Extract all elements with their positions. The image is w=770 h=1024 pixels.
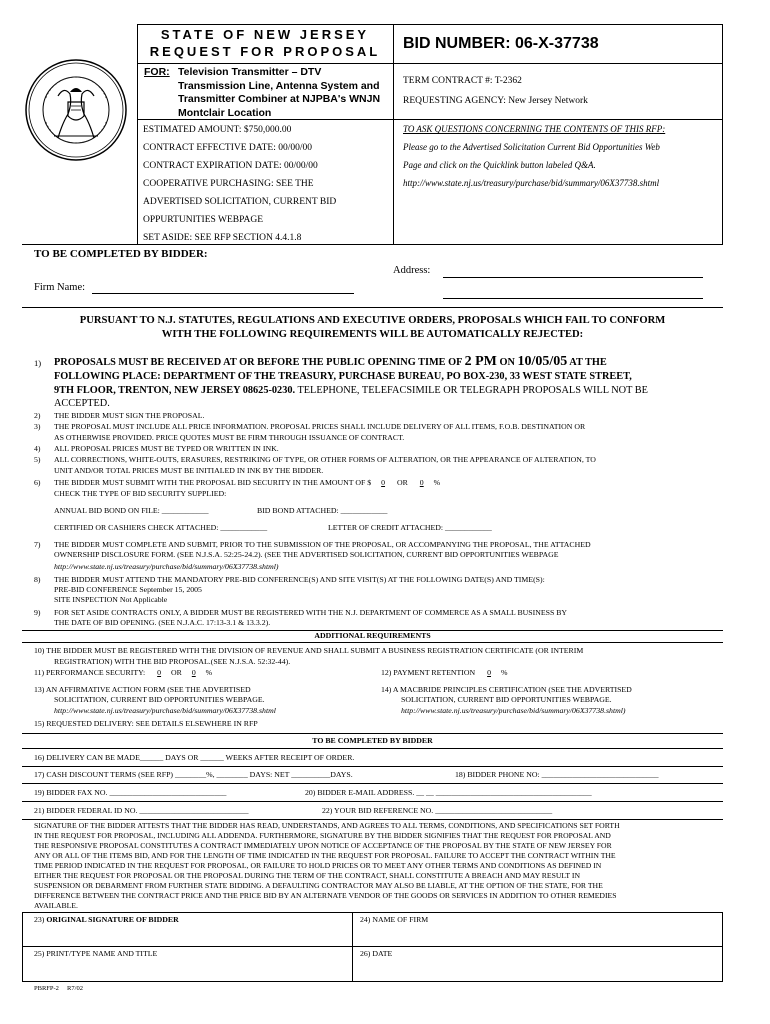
req14-url[interactable]: http://www.state.nj.us/treasury/purchase/bid/summary/06X37738.shtml)	[401, 706, 626, 715]
coop-line-3: OPPURTUNITIES WEBPAGE	[143, 215, 264, 225]
state-title: STATE OF NEW JERSEY	[160, 27, 370, 42]
firm-name-field[interactable]	[92, 292, 354, 294]
delivery-field[interactable]: 16) DELIVERY CAN BE MADE______ DAYS OR ______ WEEKS AFTER RECEIPT OF ORDER.	[34, 753, 355, 762]
bid-reference-field[interactable]: 22) YOUR BID REFERENCE NO. ______________________________	[322, 806, 553, 815]
print-name-title-cell[interactable]: 25) PRINT/TYPE NAME AND TITLE	[34, 949, 158, 958]
req13: 13) AN AFFIRMATIVE ACTION FORM (SEE THE ADVERTISED SOLICITATION, CURRENT BID OPPORTUNITIES WEBPAGE. http://www.state.nj.us/treasury/purchase/bid/summary/06X37738.shtml	[34, 685, 276, 715]
req1-at: AT THE	[569, 357, 607, 368]
req9: 9) FOR SET ASIDE CONTRACTS ONLY, A BIDDER MUST BE REGISTERED WITH THE N.J. DEPARTMENT OF COMMERCE AS A SMALL BUSINESS BY THE DATE OF BID OPENING. (SEE N.J.A.C. 17:13-3.1 & 13.3.2).	[34, 608, 568, 627]
coop-line-2: ADVERTISED SOLICITATION, CURRENT BID	[143, 197, 337, 207]
req1-line-1	[54, 354, 607, 370]
req1-line-3-normal: TELEPHONE, TELEFACSIMILE OR TELEGRAPH PROPOSALS WILL NOT BE	[297, 385, 648, 396]
expiration-date: CONTRACT EXPIRATION DATE: 00/00/00	[143, 161, 318, 171]
req7-url[interactable]: http://www.state.nj.us/treasury/purchase/bid/summary/06X37738.shtml)	[54, 562, 279, 571]
coop-line-1: COOPERATIVE PURCHASING: SEE THE	[143, 179, 314, 189]
signature-attestation: SIGNATURE OF THE BIDDER ATTESTS THAT THE BIDDER HAS READ, UNDERSTANDS, AND AGREES TO ALL TERMS, CONDITIONS, AND SPECIFICATIONS SET FORTH IN THE REQUEST FOR PROPOSAL, INCLUDING ALL ADDENDA. FURTHERMORE, SIGNATURE BY THE BIDDER SIGNIFIES THAT THE REQUEST FOR PROPOSAL AND THE RESPONSIVE PROPOSAL CONSTITUTES A CONTRACT IMMEDIATELY UPON NOTICE OF ACCEPTANCE OF THE PROPOSAL BY THE STATE OF NEW JERSEY FOR ANY OR ALL OF THE ITEMS BID, AND FOR THE LENGTH OF TIME INDICATED IN THE REQUEST FOR PROPOSAL. FAILURE TO ACCEPT THE CONTRACT WITHIN THE TIME PERIOD INDICATED IN THE REQUEST FOR PROPOSAL, OR FAILURE TO HOLD PRICES OR TO MEET ANY OTHER TERMS AND CONDITIONS AS DEFINED IN EITHER THE REQUEST FOR PROPOSAL OR THE PROPOSAL DURING THE TERM OF THE CONTRACT, SHALL CONSTITUTE A BREACH AND MAY RESULT IN SUSPENSION OR DEBARMENT FROM FURTHER STATE BIDDING. A DEFAULTING CONTRACTOR MAY ALSO BE LIABLE, AT THE OPTION OF THE STATE, FOR THE DIFFERENCE BETWEEN THE CONTRACT PRICE AND THE PRICE BID BY AN ALTERNATE VENDOR OF THE GOODS OR SERVICES IN ADDITION TO OTHER REMEDIES AVAILABLE.	[34, 821, 620, 910]
req10-line-2: REGISTRATION) WITH THE BID PROPOSAL.(SEE N.J.S.A. 52:32-44).	[54, 657, 291, 666]
req1-line-4: ACCEPTED.	[54, 398, 110, 409]
req1-line-3-bold: 9TH FLOOR, TRENTON, NEW JERSEY 08625-0230.	[54, 385, 296, 396]
questions-line-1: Please go to the Advertised Solicitation Current Bid Opportunities Web	[403, 142, 660, 152]
firm-name-label: Firm Name:	[34, 282, 86, 293]
state-seal	[24, 58, 128, 162]
term-contract: TERM CONTRACT #: T-2362	[403, 76, 522, 86]
estimated-amount: ESTIMATED AMOUNT: $750,000.00	[143, 125, 292, 135]
req1-time: 2 PM	[464, 354, 497, 369]
address-field-1[interactable]	[443, 276, 703, 278]
effective-date: CONTRACT EFFECTIVE DATE: 00/00/00	[143, 143, 312, 153]
name-of-firm-cell[interactable]: 24) NAME OF FIRM	[360, 915, 429, 924]
bidder-section-title: TO BE COMPLETED BY BIDDER:	[34, 248, 208, 260]
bid-bond-attached[interactable]: BID BOND ATTACHED: ____________	[257, 506, 388, 515]
req1-num: 1)	[34, 358, 42, 368]
bid-number: BID NUMBER: 06-X-37738	[403, 35, 599, 52]
req-item: 4) ALL PROPOSAL PRICES MUST BE TYPED OR WRITTEN IN INK.	[34, 444, 279, 453]
req11: 11) PERFORMANCE SECURITY: 0 OR 0 %	[34, 668, 213, 677]
req15: 15) REQUESTED DELIVERY: SEE DETAILS ELSEWHERE IN RFP	[34, 719, 258, 728]
bidder-fax-field[interactable]: 19) BIDDER FAX NO. ______________________________	[34, 788, 227, 797]
questions-line-2: Page and click on the Quicklink button labeled Q&A.	[403, 160, 596, 170]
req13-url[interactable]: http://www.state.nj.us/treasury/purchase/bid/summary/06X37738.shtml	[54, 706, 276, 715]
req-item: 3) THE PROPOSAL MUST INCLUDE ALL PRICE INFORMATION. PROPOSAL PRICES SHALL INCLUDE DELIVERY OF ALL ITEMS, F.O.B. DESTINATION OR	[34, 422, 586, 431]
bidder-email-field[interactable]: 20) BIDDER E-MAIL ADDRESS. __ __ ________________________________________	[305, 788, 592, 797]
rfp-title: REQUEST FOR PROPOSAL	[149, 44, 381, 59]
req-item: 2) THE BIDDER MUST SIGN THE PROPOSAL.	[34, 411, 205, 420]
req1-line-3	[54, 385, 648, 396]
req-list	[34, 411, 734, 477]
complete-by-bidder-title: TO BE COMPLETED BY BIDDER	[312, 736, 433, 745]
req8: 8) THE BIDDER MUST ATTEND THE MANDATORY PRE-BID CONFERENCE(S) AND SITE VISIT(S) AT THE FOLLOWING DATE(S) AND TIME(S): PRE-BID CONFERENCE September 15, 2005 SITE INSPECTION Not Applicable	[34, 575, 545, 604]
federal-id-field[interactable]: 21) BIDDER FEDERAL ID NO. ____________________________	[34, 806, 249, 815]
req14: 14) A MACBRIDE PRINCIPLES CERTIFICATION (SEE THE ADVERTISED SOLICITATION, CURRENT BID OPPORTUNITIES WEBPAGE. http://www.state.nj.us/treasury/purchase/bid/summary/06X37738.shtml)	[381, 685, 632, 715]
annual-bid-bond[interactable]: ANNUAL BID BOND ON FILE: ____________	[54, 506, 209, 515]
req-item: 5) ALL CORRECTIONS, WHITE-OUTS, ERASURES, RESTRIKING OF TYPE, OR OTHER FORMS OF ALTERATION, OR THE APPEARANCE OF ALTERATION, TO	[34, 455, 596, 464]
req1-text-a: PROPOSALS MUST BE RECEIVED AT OR BEFORE THE PUBLIC OPENING TIME OF	[54, 357, 463, 368]
questions-url[interactable]: http://www.state.nj.us/treasury/purchase/bid/summary/06X37738.shtml	[403, 178, 660, 188]
req6-line-1: 6) THE BIDDER MUST SUBMIT WITH THE PROPOSAL BID SECURITY IN THE AMOUNT OF $ 0 OR 0 %	[34, 478, 441, 487]
for-description: Television Transmitter – DTV Transmission Line, Antenna System and Transmitter Combiner at NJPBA's WNJN Montclair Location	[178, 66, 381, 119]
bid-security-amount: 0	[381, 478, 386, 487]
letter-of-credit-attached[interactable]: LETTER OF CREDIT ATTACHED: ____________	[328, 523, 492, 532]
set-aside: SET ASIDE: SEE RFP SECTION 4.4.1.8	[143, 233, 302, 243]
bid-security-pct: 0	[419, 478, 424, 487]
pursuant-line-2: WITH THE FOLLOWING REQUIREMENTS WILL BE AUTOMATICALLY REJECTED:	[161, 329, 584, 340]
req6-line-2: CHECK THE TYPE OF BID SECURITY SUPPLIED:	[54, 489, 227, 498]
date-cell[interactable]: 26) DATE	[360, 949, 393, 958]
req1-on: ON	[499, 357, 515, 368]
original-signature-cell[interactable]: 23) ORIGINAL SIGNATURE OF BIDDER	[34, 915, 179, 924]
req12: 12) PAYMENT RETENTION 0 %	[381, 668, 508, 677]
additional-requirements-title: ADDITIONAL REQUIREMENTS	[314, 631, 431, 640]
req1-date: 10/05/05	[517, 354, 568, 369]
req7: 7) THE BIDDER MUST COMPLETE AND SUBMIT, PRIOR TO THE SUBMISSION OF THE PROPOSAL, OR ACCOMPANYING THE PROPOSAL, THE ATTACHED OWNERSHIP DISCLOSURE FORM. (SEE N.J.S.A. 52:25-24.2). (SEE THE ADVERTISED SOLICITATION, CURRENT BID OPPORTUNITIES WEBPAGE http://www.state.nj.us/treasury/purchase/bid/summary/06X37738.shtml)	[34, 540, 591, 571]
req-item: AS OTHERWISE PROVIDED. PRICE QUOTES MUST BE FIRM THROUGH ISSUANCE OF CONTRACT.	[54, 433, 405, 442]
bidder-phone-field[interactable]: 18) BIDDER PHONE NO: ______________________________	[455, 770, 659, 779]
address-field-2[interactable]	[443, 297, 703, 299]
for-label: FOR:	[144, 66, 170, 78]
requesting-agency: REQUESTING AGENCY: New Jersey Network	[403, 96, 588, 106]
address-label: Address:	[393, 265, 431, 276]
questions-title: TO ASK QUESTIONS CONCERNING THE CONTENTS OF THIS RFP:	[403, 124, 666, 134]
req1-line-2: FOLLOWING PLACE: DEPARTMENT OF THE TREASURY, PURCHASE BUREAU, PO BOX-230, 33 WEST STATE STREET,	[54, 371, 632, 382]
req-item: UNIT AND/OR TOTAL PRICES MUST BE INITIALED IN INK BY THE BIDDER.	[54, 466, 324, 475]
certified-check-attached[interactable]: CERTIFIED OR CASHIERS CHECK ATTACHED: ____________	[54, 523, 268, 532]
cash-discount-field[interactable]: 17) CASH DISCOUNT TERMS (SEE RFP) ________%, ________ DAYS: NET __________DAYS.	[34, 770, 353, 779]
pursuant-line-1: PURSUANT TO N.J. STATUTES, REGULATIONS AND EXECUTIVE ORDERS, PROPOSALS WHICH FAIL TO CONFORM	[79, 315, 666, 326]
req10-line-1: 10) THE BIDDER MUST BE REGISTERED WITH THE DIVISION OF REVENUE AND SHALL SUBMIT A BUSINESS REGISTRATION CERTIFICATE (OR INTERIM	[34, 646, 584, 655]
form-footer: PBRFP-2 R7/02	[34, 985, 83, 992]
